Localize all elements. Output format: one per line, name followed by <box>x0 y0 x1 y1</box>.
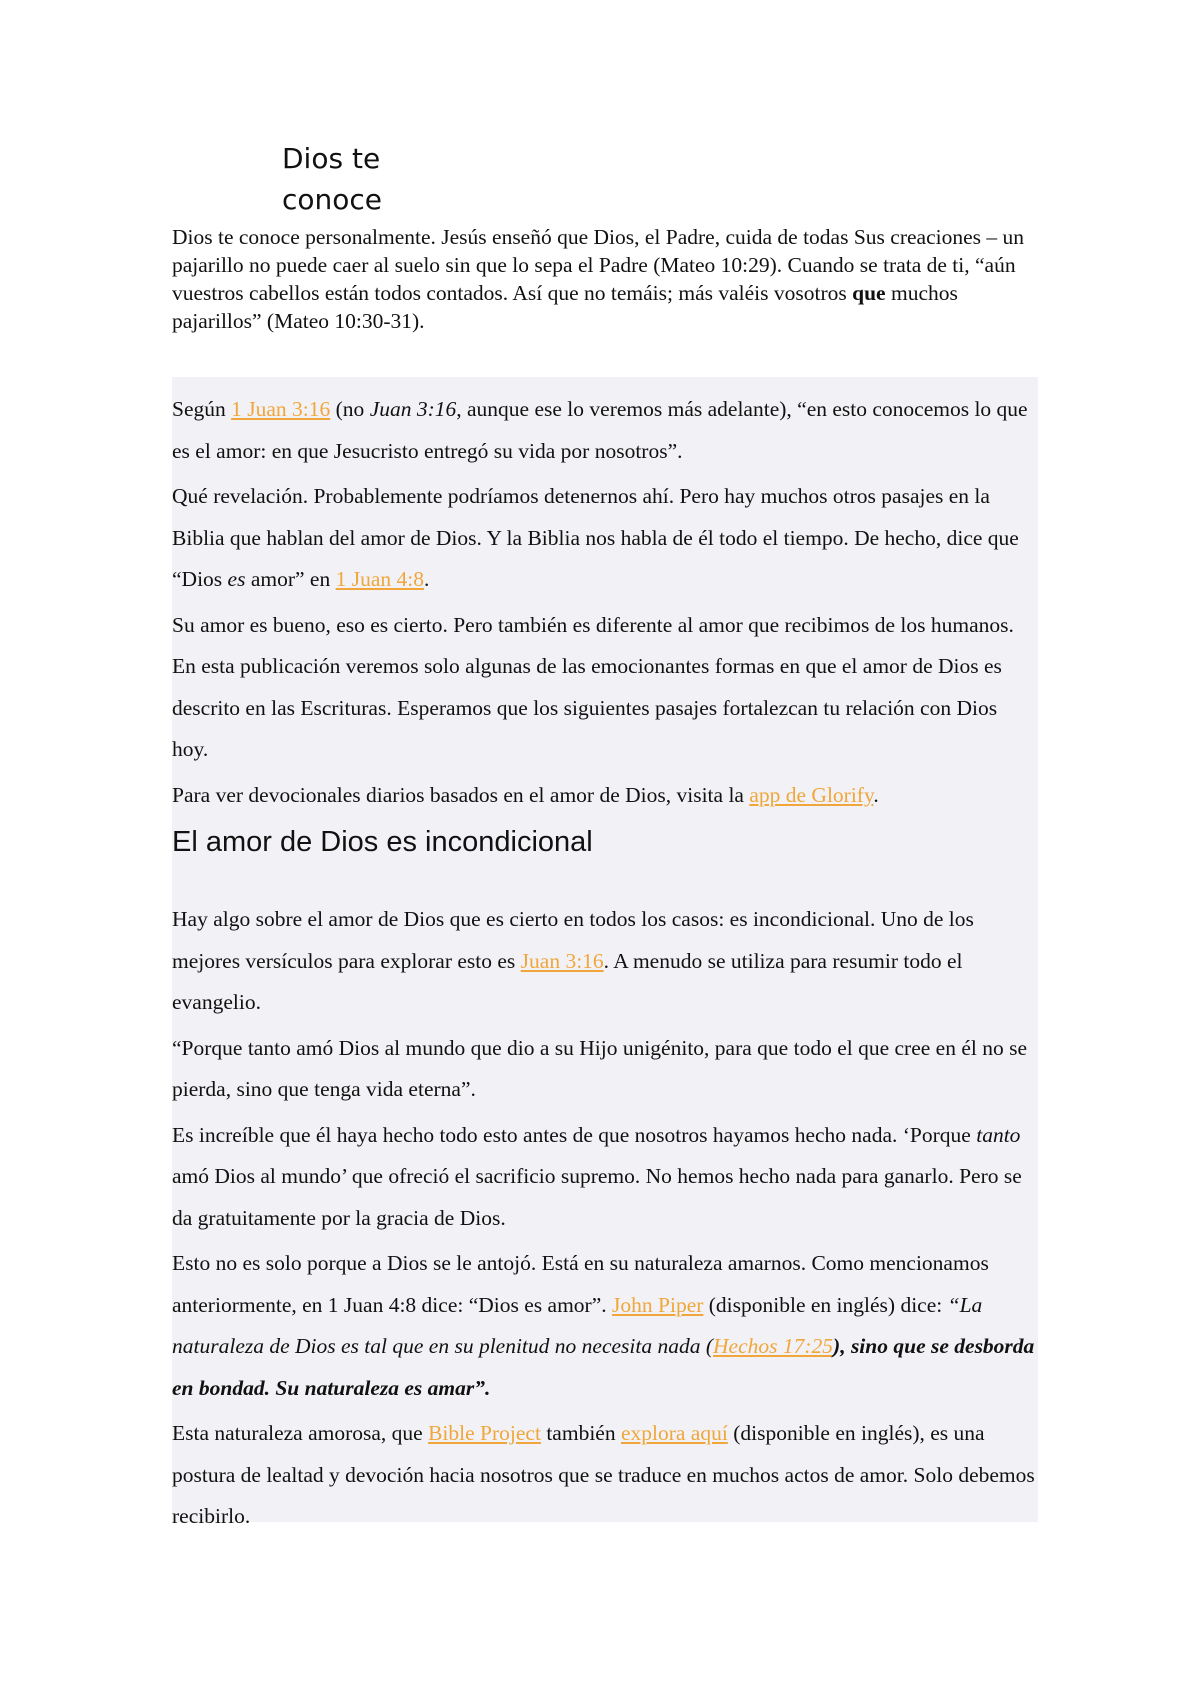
link-bible-project[interactable]: Bible Project <box>428 1421 541 1445</box>
paragraph-1 <box>172 389 1038 472</box>
text: (no <box>330 397 370 421</box>
link-john-piper[interactable]: John Piper <box>612 1292 704 1317</box>
paragraph-2 <box>172 476 1038 601</box>
paragraph-5 <box>172 899 1038 1024</box>
text: , aunque ese lo veremos más adelante), “en esto conocemos lo que es el amor: en que Jesucristo entregó su vida por nosotros”. <box>172 397 1028 463</box>
quote-text-end: ), sino que se desborda en bondad. Su naturaleza es amar”. <box>172 1334 1035 1400</box>
text: Para ver devocionales diarios basados en el amor de Dios, visita la <box>172 782 750 807</box>
paragraph-7 <box>172 1115 1038 1240</box>
paragraph-8 <box>172 1243 1038 1409</box>
link-hechos-17-25[interactable]: Hechos 17:25 <box>713 1334 834 1358</box>
link-1-juan-3-16[interactable]: 1 Juan 3:16 <box>231 397 331 421</box>
text: . <box>424 567 430 591</box>
page-title <box>282 138 442 220</box>
italic-es: es <box>227 567 246 591</box>
text: Qué revelación. Probablemente podríamos detenernos ahí. Pero hay muchos otros pasajes en la Biblia que hablan del amor de Dios. Y la Biblia nos habla de él todo el tiempo. De hecho, dice que “Dios <box>172 484 1019 591</box>
italic-juan-3-16: Juan 3:16 <box>369 397 457 421</box>
text: . A menudo se utiliza para resumir todo el evangelio. <box>172 948 963 1014</box>
intro-text-end: muchos pajarillos” (Mateo 10:30-31). <box>172 281 958 333</box>
text: (disponible en inglés), es una postura de lealtad y devoción hacia nosotros que se traduce en muchos actos de amor. Solo debemos recibirlo. <box>172 1421 1035 1528</box>
paragraph-3: Su amor es bueno, eso es cierto. Pero también es diferente al amor que recibimos de los humanos. En esta publicación veremos solo algunas de las emocionantes formas en que el amor de Dios es descrito en las Escrituras. Esperamos que los siguientes pasajes fortalezcan tu relación con Dios hoy. <box>172 612 1014 761</box>
link-juan-3-16[interactable]: Juan 3:16 <box>520 948 604 973</box>
text: amó Dios al mundo’ que ofreció el sacrificio supremo. No hemos hecho nada para ganarlo. Pero se da gratuitamente por la gracia de Dios. <box>172 1164 1022 1230</box>
intro-text: Dios te conoce personalmente. Jesús enseñó que Dios, el Padre, cuida de todas Sus creaciones – un pajarillo no puede caer al suelo sin que lo sepa el Padre (Mateo 10:29). Cuando se trata de ti, “aún vuestros cabellos están todos contados. Así que no temáis; más valéis vosotros <box>172 225 1025 305</box>
intro-paragraph <box>172 223 1032 335</box>
text: amor” en <box>245 567 336 591</box>
intro-bold: que <box>852 281 886 305</box>
paragraph-4 <box>172 775 1038 817</box>
link-1-juan-4-8[interactable]: 1 Juan 4:8 <box>335 567 424 591</box>
section-heading: El amor de Dios es incondicional <box>172 826 593 858</box>
text: Esta naturaleza amorosa, que <box>172 1421 429 1445</box>
text: Hay algo sobre el amor de Dios que es cierto en todos los casos: es incondicional. Uno de los mejores versículos para explorar esto es <box>172 907 974 973</box>
text: Esto no es solo porque a Dios se le antojó. Está en su naturaleza amarnos. Como mencionamos anteriormente, en 1 Juan 4:8 dice: “Dios es amor”. <box>172 1251 989 1317</box>
link-app-glorify[interactable]: app de Glorify <box>749 782 874 807</box>
link-explora-aqui[interactable]: explora aquí <box>620 1421 728 1445</box>
paragraph-9 <box>172 1413 1038 1538</box>
italic-tanto: tanto <box>976 1122 1021 1147</box>
text: también <box>540 1421 621 1445</box>
paragraph-6: “Porque tanto amó Dios al mundo que dio a su Hijo unigénito, para que todo el que cree en él no se pierda, sino que tenga vida eterna”. <box>172 1035 1028 1101</box>
page-title-line1: Dios te <box>282 142 381 175</box>
text: (disponible en inglés) dice: <box>703 1292 948 1317</box>
text: Según <box>172 397 232 421</box>
quote-text: “La naturaleza de Dios es tal que en su plenitud no necesita nada ( <box>172 1292 983 1358</box>
article-body <box>172 377 1038 1528</box>
text: . <box>873 782 879 807</box>
text: Es increíble que él haya hecho todo esto antes de que nosotros hayamos hecho nada. ‘Porque <box>172 1122 977 1147</box>
page-title-line2: conoce <box>282 183 383 216</box>
